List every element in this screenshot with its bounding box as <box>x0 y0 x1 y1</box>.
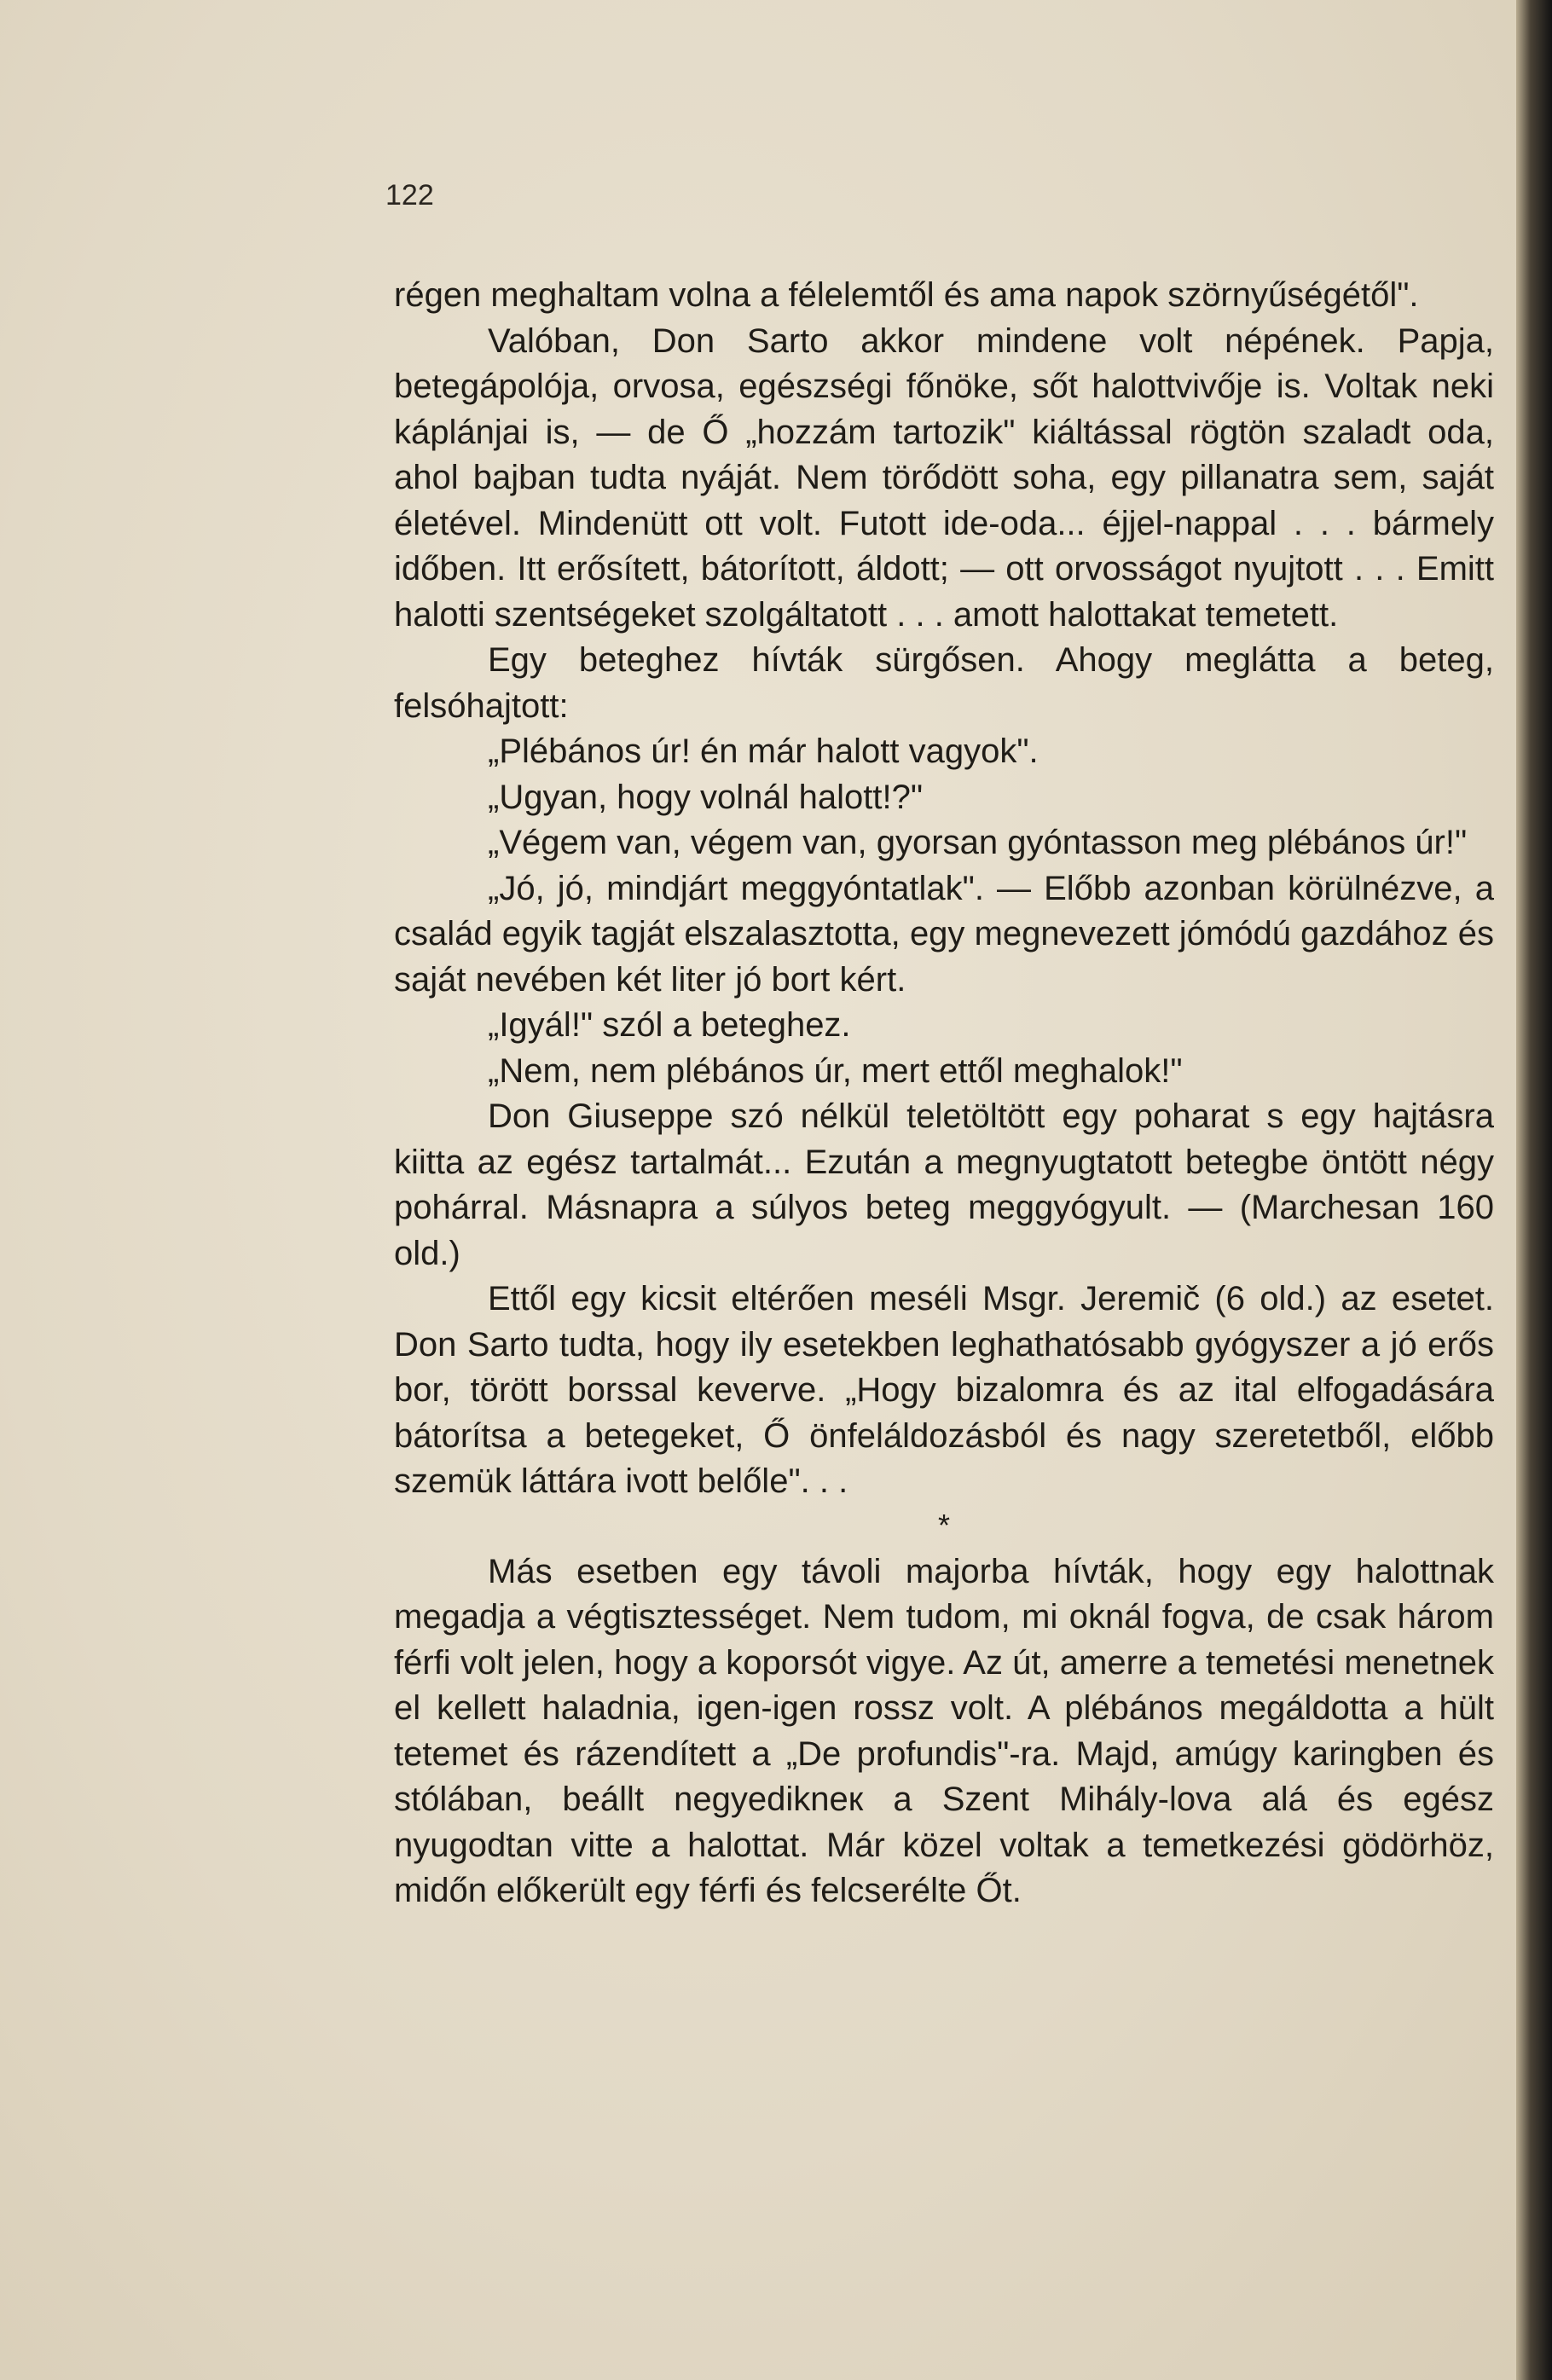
section-separator: * <box>937 1507 950 1543</box>
dialogue-line: „Nem, nem plébános úr, mert ettől meghalok!" <box>488 1051 1183 1090</box>
dialogue-line: „Igyál!" szól a beteghez. <box>488 1006 851 1044</box>
dialogue-line: „Plébános úr! én már halott vagyok". <box>488 733 1039 770</box>
body-text <box>394 273 1494 1914</box>
paragraph: Valóban, Don Sarto akkor mindene volt népének. Papja, betegápolója, orvosa, egészségi főnöke, sőt halottvivője is. Voltak neki káplánjai is, — de Ő „hozzám tartozik" kiáltással rögtön szaladt oda, ahol bajban tudta nyáját. Nem törődött soha, egy pillanatra sem, saját életével. Mindenütt ott volt. Futott ide-oda... éjjel-nappal . . . bármely időben. Itt erősített, bátorított, áldott; — ott orvosságot nyujtott . . . Emitt halotti szentségeket szolgáltatott . . . amott halottakat temetett. <box>394 321 1494 634</box>
paragraph: Egy beteghez hívták sürgősen. Ahogy meglátta a beteg, felsóhajtott: <box>394 641 1494 725</box>
dialogue-line: „Végem van, végem van, gyorsan gyóntasson meg plébános úr!" <box>488 824 1468 861</box>
page-edge-shadow <box>1516 0 1552 2380</box>
paragraph: Don Giuseppe szó nélkül teletöltött egy poharat s egy hajtásra kiitta az egész tartalmát... Ezután a megnyugtatott betegbe öntött négy pohárral. Másnapra a súlyos beteg meggyógyult. — (Marchesan 160 old.) <box>394 1097 1494 1272</box>
dialogue-line: „Ugyan, hogy volnál halott!?" <box>488 778 924 816</box>
page-number: 122 <box>385 179 434 211</box>
paragraph: Ettől egy kicsit eltérően meséli Msgr. Jeremič (6 old.) az esetet. Don Sarto tudta, hogy ily esetekben leghathatósabb gyógyszer a jó erős bor, törött borssal keverve. „Hogy bizalomra és az ital elfogadására bátorítsa a betegeket, Ő önfeláldozásból és nagy szeretetből, előbb szemük láttára ivott belőle". . . <box>394 1280 1494 1500</box>
paragraph: régen meghaltam volna a félelemtől és ama napok szörnyűségétől". <box>394 276 1419 314</box>
paragraph: Más esetben egy távoli majorba hívták, hogy egy halottnak megadja a végtisztességet. Nem tudom, mi oknál fogva, de csak három férfi volt jelen, hogy a koporsót vigye. Az út, amerre a temetési menetnek el kellett haladnia, igen-igen rossz volt. A plébános megáldotta a hült tetemet és rázendített a „De profundis"-ra. Majd, amúgy karingben és stólában, beállt negyedikneк a Szent Mihály-lova alá és egész nyugodtan vitte a halottat. Már közel voltak a temetkezési gödörhöz, midőn előkerült egy férfi és felcserélte Őt. <box>394 1552 1494 1909</box>
paragraph: „Jó, jó, mindjárt meggyóntatlak". — Előbb azonban körülnézve, a család egyik tagját elszalasztotta, egy megnevezett jómódú gazdához és saját nevében két liter jó bort kért. <box>394 869 1494 999</box>
